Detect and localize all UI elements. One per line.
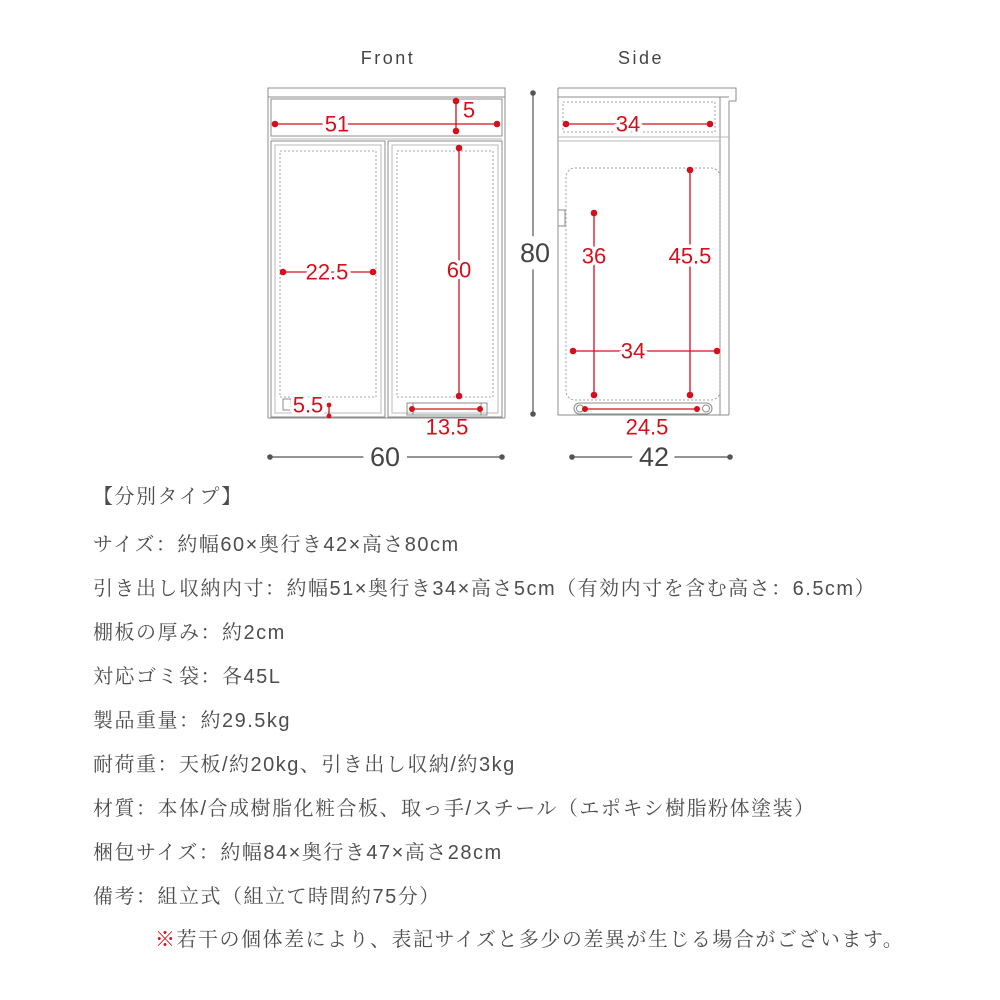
- front-overall-width-start-dot: [267, 454, 273, 460]
- spec-row-load-capacity: [93, 743, 876, 787]
- left-door-foot: [283, 399, 291, 410]
- spec-value: 各45L: [222, 666, 282, 688]
- right-door: [388, 141, 502, 417]
- dim-bottom-opening-end-dot: [477, 406, 483, 412]
- dim-base-depth-end-dot: [694, 406, 700, 412]
- dim-short-height-start-dot: [591, 210, 598, 217]
- side-overall-depth-dimension: [569, 442, 733, 472]
- dim-drawer-height-label: 5: [462, 97, 476, 123]
- spec-separator: ：: [200, 622, 222, 644]
- front-view-title: Front: [360, 48, 416, 68]
- spec-label: 製品重量: [93, 710, 179, 732]
- dim-door-inner-height-label: 60: [446, 257, 472, 283]
- spec-separator: ：: [198, 842, 221, 864]
- front-overall-width-end-dot: [499, 454, 505, 460]
- dim-door-inner-height: [447, 145, 471, 400]
- side-overall-depth-start-dot: [569, 454, 575, 460]
- spec-list: [93, 475, 876, 919]
- spec-separator: ：: [157, 754, 179, 776]
- spec-label: 対応ゴミ袋: [93, 666, 201, 688]
- spec-value: 約2cm: [222, 622, 286, 644]
- spec-separator: ：: [155, 534, 178, 556]
- spec-value: 約29.5kg: [200, 710, 292, 732]
- spec-row-drawer-inner: [93, 567, 876, 611]
- dim-short-height-label: 36: [581, 243, 607, 269]
- side-dimensions: [563, 112, 721, 440]
- dim-drawer-width-end-dot: [494, 121, 501, 128]
- dim-drawer-width-label: 51: [324, 111, 350, 137]
- dim-tall-height-label: 45.5: [668, 243, 712, 269]
- front-view: [267, 48, 505, 472]
- disclaimer-note: [155, 918, 904, 962]
- side-bracket: [558, 210, 565, 226]
- side-base-right-wheel: [703, 405, 710, 412]
- dim-bottom-opening: [409, 406, 483, 440]
- overall-height-dimension: [520, 90, 550, 417]
- dim-drawer-height-start-dot: [453, 98, 460, 105]
- spec-value: 約幅60×奥行き42×高さ80cm: [177, 534, 460, 556]
- dimension-drawing: [0, 0, 1000, 480]
- dim-bottom-gap-start-dot: [327, 403, 332, 408]
- spec-value: 天板/約20kg、引き出し収納/約3kg: [179, 754, 516, 776]
- spec-separator: ：: [179, 710, 201, 732]
- spec-row-weight: [93, 699, 876, 743]
- dim-bottom-opening-start-dot: [409, 406, 415, 412]
- dim-base-depth-label: 24.5: [625, 414, 669, 440]
- spec-label: 材質: [93, 798, 136, 820]
- spec-value: 組立式（組立て時間約75分）: [157, 886, 441, 908]
- dim-drawer-depth-start-dot: [563, 121, 570, 128]
- spec-row-shelf-thickness: [93, 611, 876, 655]
- front-cabinet-outline: [268, 88, 505, 418]
- side-view-title: Side: [617, 48, 665, 68]
- dim-tall-height: [669, 167, 712, 399]
- spec-heading: 【分別タイプ】: [93, 486, 243, 508]
- spec-separator: ：: [265, 578, 287, 600]
- dim-short-height-end-dot: [591, 392, 598, 399]
- dim-bottom-opening-label: 13.5: [425, 414, 469, 440]
- side-overall-depth-end-dot: [727, 454, 733, 460]
- front-overall-width-label: 60: [369, 442, 401, 472]
- spec-label: サイズ: [93, 534, 156, 556]
- dim-short-height: [582, 210, 606, 399]
- overall-height-end-dot: [530, 411, 536, 417]
- spec-label: 引き出し収納内寸: [93, 578, 265, 600]
- dim-bottom-gap: [293, 393, 332, 419]
- front-dimensions: [272, 98, 501, 440]
- dim-drawer-depth-label: 34: [615, 111, 641, 137]
- dim-bottom-gap-label: 5.5: [292, 392, 324, 418]
- side-overall-depth-label: 42: [638, 442, 670, 472]
- dim-base-depth: [582, 406, 700, 440]
- spec-row-trash-bag: [93, 655, 876, 699]
- spec-value: 約幅84×奥行き47×高さ28cm: [220, 842, 503, 864]
- front-overall-width-dimension: [267, 442, 505, 472]
- spec-separator: ：: [200, 666, 222, 688]
- dim-base-depth-start-dot: [582, 406, 588, 412]
- dim-tall-height-end-dot: [687, 392, 694, 399]
- dim-drawer-width-start-dot: [272, 121, 279, 128]
- dim-inner-depth: [570, 339, 721, 364]
- spec-row-remarks: [93, 875, 876, 919]
- dim-tall-height-start-dot: [687, 167, 694, 174]
- dim-door-inner-width-label: 22.5: [305, 259, 349, 285]
- spec-row-package-size: [93, 831, 876, 875]
- dim-inner-depth-end-dot: [714, 348, 721, 355]
- dim-drawer-depth: [563, 112, 714, 137]
- overall-height-start-dot: [530, 90, 536, 96]
- spec-label: 棚板の厚み: [93, 622, 201, 644]
- side-view: [558, 48, 736, 472]
- overall-height-label: 80: [519, 238, 551, 268]
- dim-door-inner-height-start-dot: [456, 145, 463, 152]
- spec-row-size: [93, 523, 876, 567]
- right-bin-outline: [397, 151, 493, 397]
- top-board: [268, 88, 505, 97]
- side-bin-outline: [566, 168, 720, 400]
- note-text: 若干の個体差により、表記サイズと多少の差異が生じる場合がございます。: [176, 929, 905, 951]
- dim-inner-depth-label: 34: [620, 338, 646, 364]
- spec-value: 本体/合成樹脂化粧合板、取っ手/スチール（エポキシ樹脂粉体塗装）: [157, 798, 816, 820]
- dim-bottom-gap-end-dot: [327, 414, 332, 419]
- dim-inner-depth-start-dot: [570, 348, 577, 355]
- dim-door-inner-width-end-dot: [370, 269, 377, 276]
- spec-label: 耐荷重: [93, 754, 158, 776]
- spec-value: 約幅51×奥行き34×高さ5cm（有効内寸を含む高さ：6.5cm）: [286, 578, 877, 600]
- note-mark: ※: [155, 929, 177, 951]
- spec-separator: ：: [136, 886, 158, 908]
- spec-label: 備考: [93, 886, 136, 908]
- dim-drawer-depth-end-dot: [707, 121, 714, 128]
- dim-drawer-height-end-dot: [453, 128, 460, 135]
- dim-door-inner-height-end-dot: [456, 393, 463, 400]
- dim-drawer-height: [453, 98, 475, 135]
- spec-label: 梱包サイズ: [93, 842, 199, 864]
- spec-row-material: [93, 787, 876, 831]
- dim-door-inner-width-start-dot: [280, 269, 287, 276]
- side-top-board: [558, 88, 736, 101]
- spec-separator: ：: [136, 798, 158, 820]
- right-door-frame: [392, 145, 498, 413]
- dim-door-inner-width: [280, 260, 377, 285]
